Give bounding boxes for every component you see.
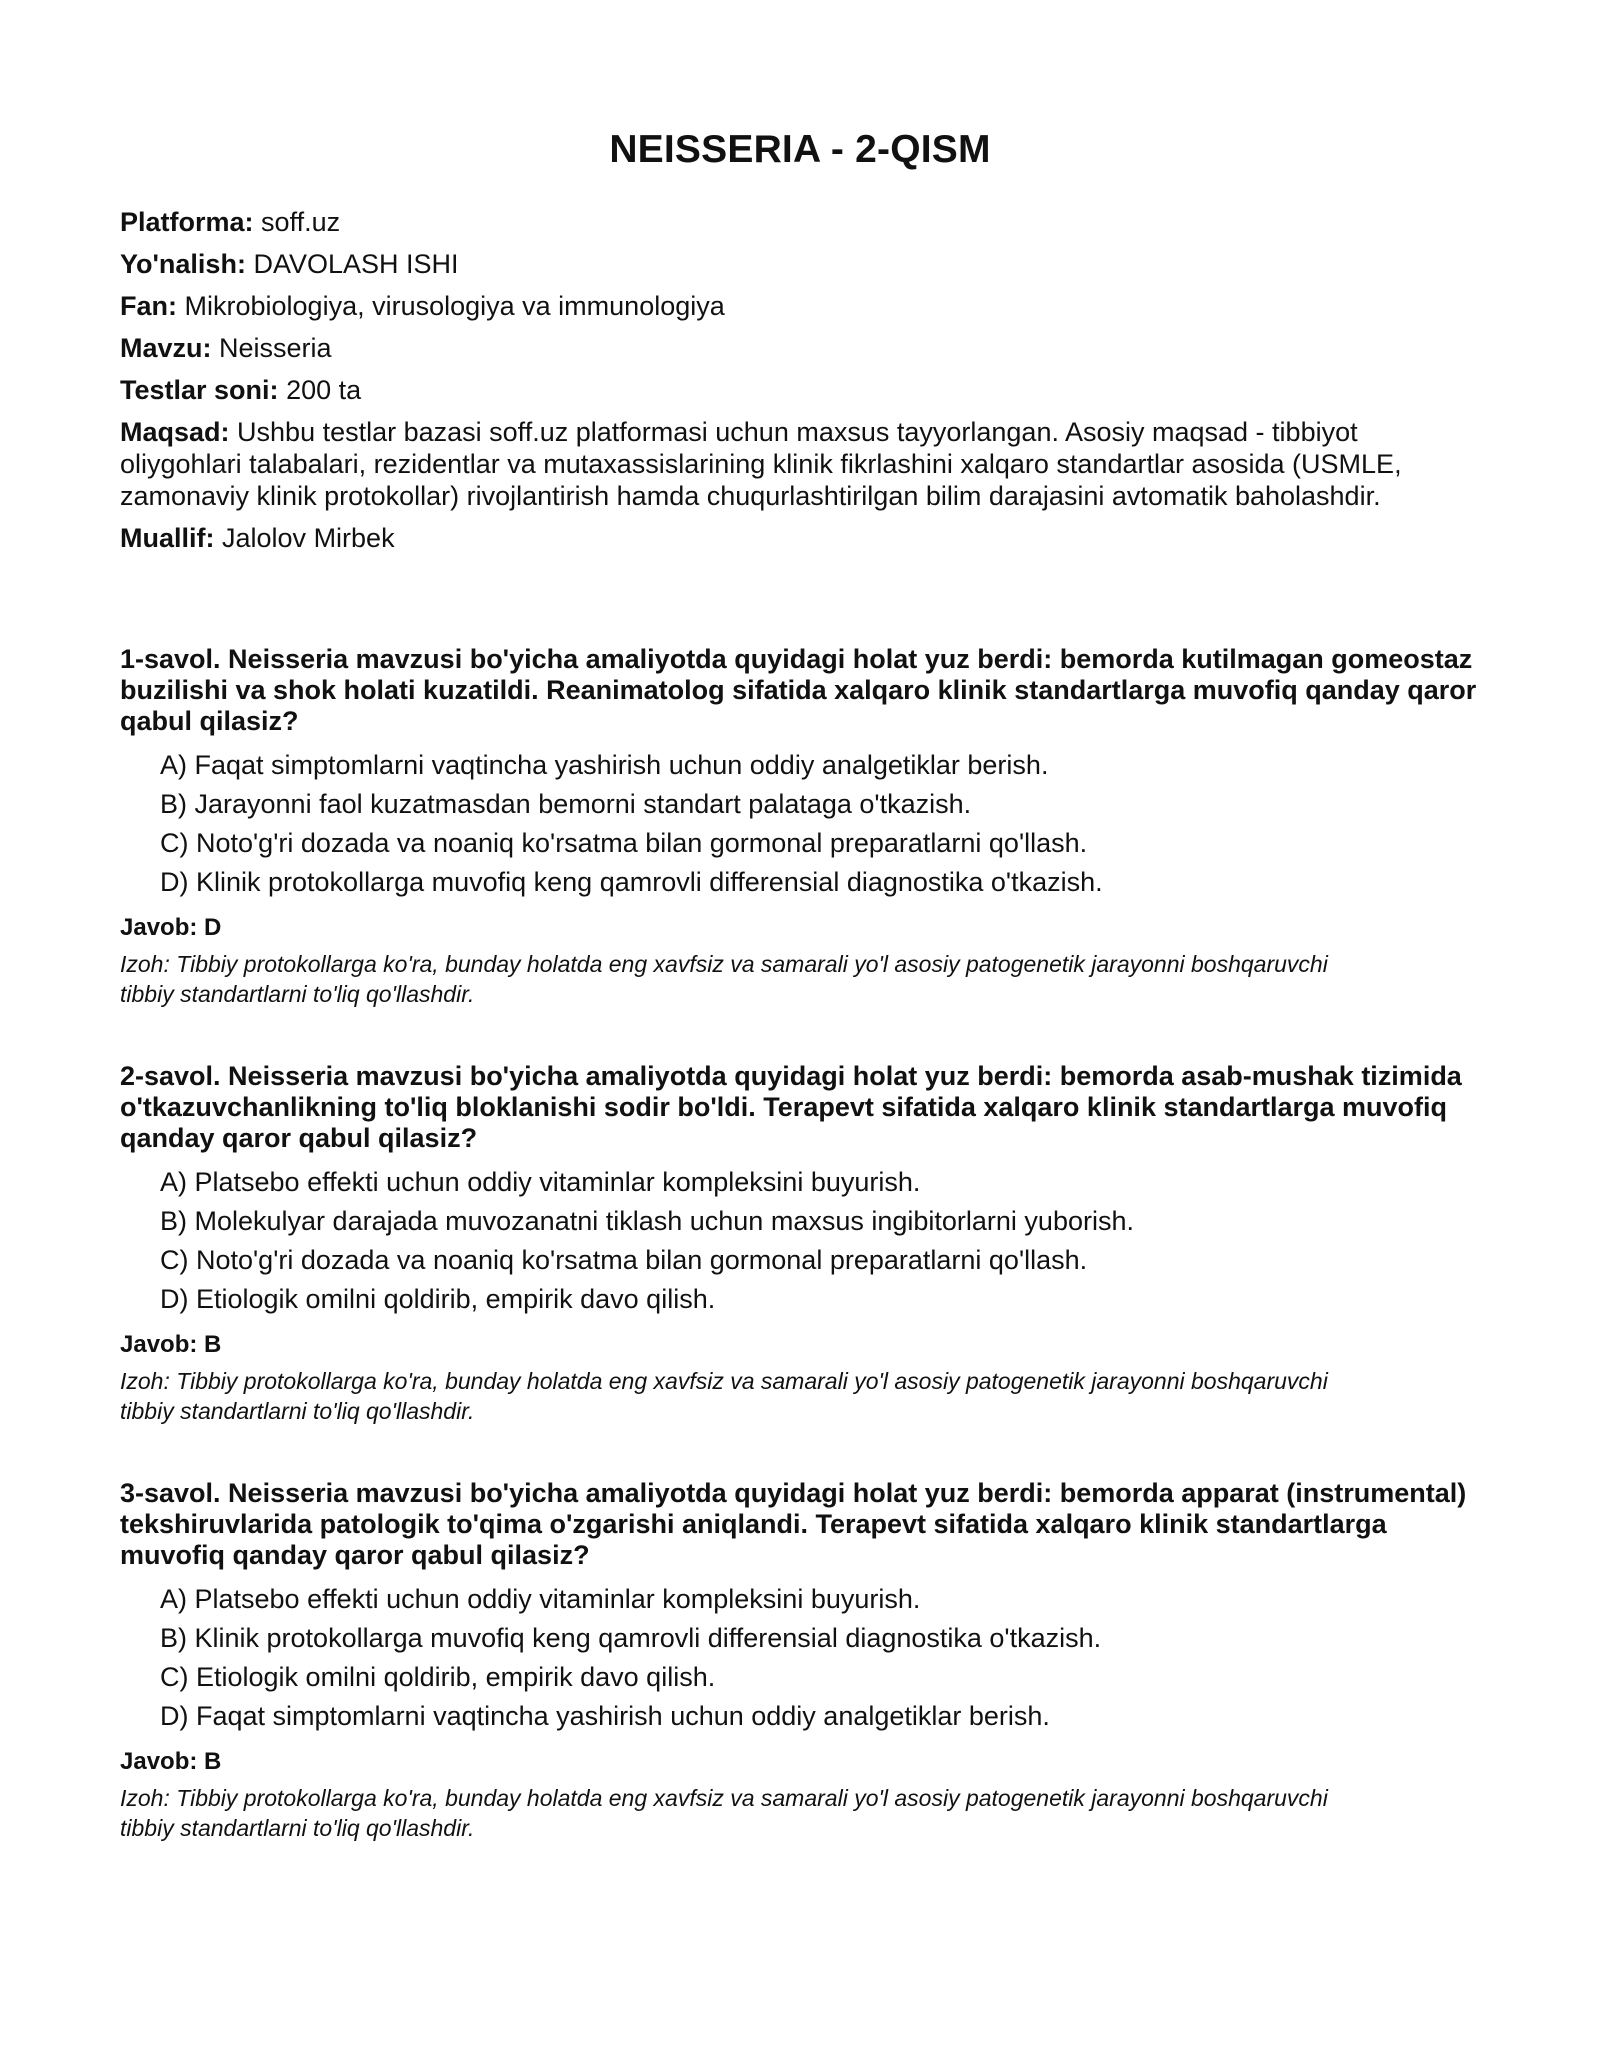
explanation-note: Izoh: Tibbiy protokollarga ko'ra, bunday holatda eng xavfsiz va samarali yo'l asosiy patogenetik jarayonni boshqaruvchi tibbiy standartlarni to'liq qo'llashdir.	[120, 1785, 1328, 1841]
question-3	[120, 1478, 1490, 1843]
option-c: C) Etiologik omilni qoldirib, empirik davo qilish.	[160, 1662, 716, 1692]
meta-value: Ushbu testlar bazasi soff.uz platformasi uchun maxsus tayyorlangan. Asosiy maqsad - tibbiyot oliygohlari talabalari, rezidentlar va mutaxassislarining klinik fikrlashini xalqaro standartlar asosida (USMLE, zamonaviy klinik protokollar) rivojlantirish hamda chuqurlashtirilgan bilim darajasini avtomatik baholashdir.	[120, 417, 1402, 511]
answer-options	[160, 1166, 1490, 1316]
document-meta	[120, 206, 1490, 554]
meta-subject	[120, 290, 1470, 322]
answer-options	[160, 749, 1490, 899]
meta-purpose	[120, 416, 1470, 512]
question-list	[120, 644, 1490, 1843]
option-a: A) Platsebo effekti uchun oddiy vitaminlar kompleksini buyurish.	[160, 1167, 921, 1197]
meta-value: soff.uz	[261, 207, 341, 237]
meta-value: Neisseria	[219, 333, 332, 363]
meta-label: Platforma:	[120, 207, 254, 237]
option-b: B) Jarayonni faol kuzatmasdan bemorni standart palataga o'tkazish.	[160, 789, 972, 819]
document-title: NEISSERIA - 2-QISM	[609, 128, 991, 171]
option-d: D) Klinik protokollarga muvofiq keng qamrovli differensial diagnostika o'tkazish.	[160, 867, 1103, 897]
option-b: B) Klinik protokollarga muvofiq keng qamrovli differensial diagnostika o'tkazish.	[160, 1623, 1102, 1653]
option-c: C) Noto'g'ri dozada va noaniq ko'rsatma bilan gormonal preparatlarni qo'llash.	[160, 828, 1088, 858]
option-b: B) Molekulyar darajada muvozanatni tiklash uchun maxsus ingibitorlarni yuborish.	[160, 1206, 1134, 1236]
meta-label: Mavzu:	[120, 333, 212, 363]
meta-label: Fan:	[120, 291, 177, 321]
option-a: A) Faqat simptomlarni vaqtincha yashirish uchun oddiy analgetiklar berish.	[160, 750, 1049, 780]
meta-author	[120, 522, 1470, 554]
answer-options	[160, 1583, 1490, 1733]
option-d: D) Etiologik omilni qoldirib, empirik davo qilish.	[160, 1284, 716, 1314]
meta-value: DAVOLASH ISHI	[253, 249, 459, 279]
question-text: 3-savol. Neisseria mavzusi bo'yicha amaliyotda quyidagi holat yuz berdi: bemorda apparat (instrumental) tekshiruvlarida patologik to'qima o'zgarishi aniqlandi. Terapevt sifatida xalqaro klinik standartlarga muvofiq qanday qaror qabul qilasiz?	[120, 1478, 1467, 1570]
option-a: A) Platsebo effekti uchun oddiy vitaminlar kompleksini buyurish.	[160, 1584, 921, 1614]
explanation-note: Izoh: Tibbiy protokollarga ko'ra, bunday holatda eng xavfsiz va samarali yo'l asosiy patogenetik jarayonni boshqaruvchi tibbiy standartlarni to'liq qo'llashdir.	[120, 1368, 1328, 1424]
meta-platform	[120, 206, 1470, 238]
meta-label: Testlar soni:	[120, 375, 279, 405]
meta-label: Maqsad:	[120, 417, 230, 447]
question-2	[120, 1061, 1490, 1426]
meta-label: Muallif:	[120, 523, 215, 553]
option-c: C) Noto'g'ri dozada va noaniq ko'rsatma bilan gormonal preparatlarni qo'llash.	[160, 1245, 1088, 1275]
answer-key: Javob: B	[120, 1331, 222, 1358]
meta-topic	[120, 332, 1470, 364]
explanation-note: Izoh: Tibbiy protokollarga ko'ra, bunday holatda eng xavfsiz va samarali yo'l asosiy patogenetik jarayonni boshqaruvchi tibbiy standartlarni to'liq qo'llashdir.	[120, 951, 1328, 1007]
answer-key: Javob: B	[120, 1748, 222, 1775]
meta-label: Yo'nalish:	[120, 249, 246, 279]
meta-direction	[120, 248, 1470, 280]
question-1	[120, 644, 1490, 1009]
meta-value: Jalolov Mirbek	[222, 523, 395, 553]
meta-test-count	[120, 374, 1470, 406]
meta-value: 200 ta	[286, 375, 362, 405]
question-text: 2-savol. Neisseria mavzusi bo'yicha amaliyotda quyidagi holat yuz berdi: bemorda asab-mushak tizimida o'tkazuvchanlikning to'liq bloklanishi sodir bo'ldi. Terapevt sifatida xalqaro klinik standartlarga muvofiq qanday qaror qabul qilasiz?	[120, 1061, 1462, 1153]
option-d: D) Faqat simptomlarni vaqtincha yashirish uchun oddiy analgetiklar berish.	[160, 1701, 1050, 1731]
answer-key: Javob: D	[120, 914, 222, 941]
document-page	[120, 0, 1490, 1895]
question-text: 1-savol. Neisseria mavzusi bo'yicha amaliyotda quyidagi holat yuz berdi: bemorda kutilmagan gomeostaz buzilishi va shok holati kuzatildi. Reanimatolog sifatida xalqaro klinik standartlarga muvofiq qanday qaror qabul qilasiz?	[120, 644, 1477, 736]
meta-value: Mikrobiologiya, virusologiya va immunologiya	[184, 291, 725, 321]
